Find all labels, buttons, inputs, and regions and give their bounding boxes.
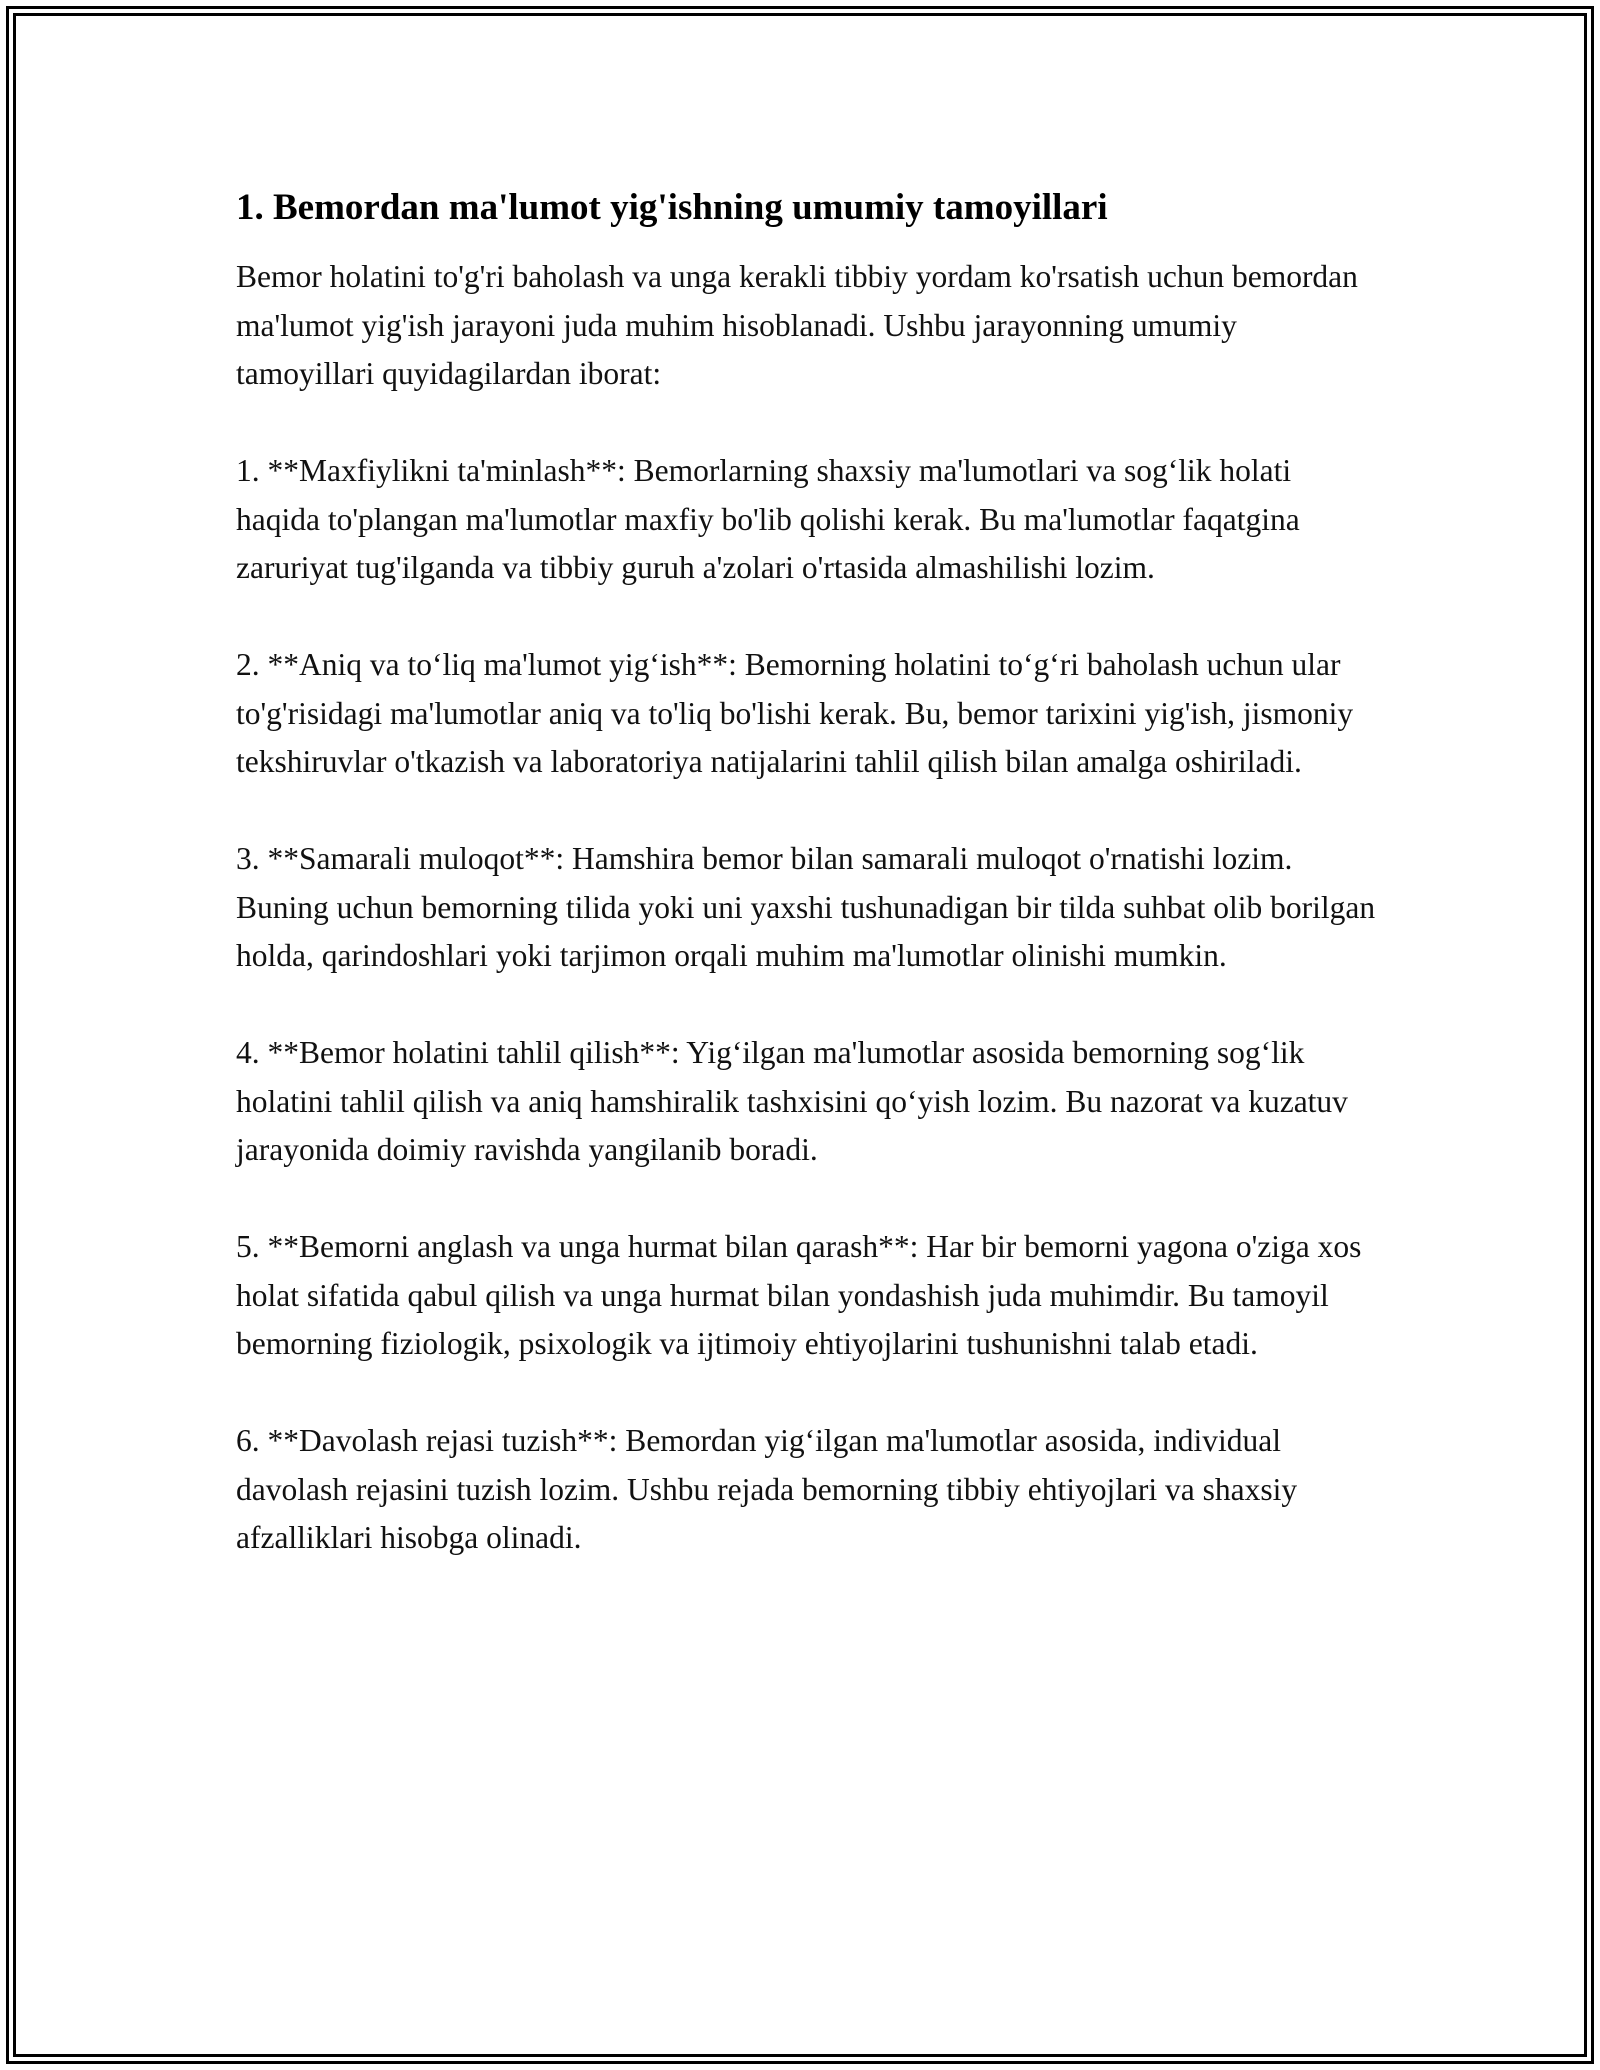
principle-communication: 3. **Samarali muloqot**: Hamshira bemor bilan samarali muloqot o'rnatishi lozim. Buning uchun bemorning tilida yoki uni yaxshi tushunadigan bir tilda suhbat olib borilgan holda, qarindoshlari yoki tarjimon orqali muhim ma'lumotlar olinishi mumkin. <box>236 841 1376 973</box>
principle-confidentiality: 1. **Maxfiylikni ta'minlash**: Bemorlarning shaxsiy ma'lumotlari va sog‘lik holati haqida to'plangan ma'lumotlar maxfiy bo'lib qolishi kerak. Bu ma'lumotlar faqatgina zaruriyat tug'ilganda va tibbiy guruh a'zolari o'rtasida almashilishi lozim. <box>236 453 1300 585</box>
section-heading: 1. Bemordan ma'lumot yig'ishning umumiy tamoyillari <box>236 187 1108 228</box>
principle-accurate-data: 2. **Aniq va to‘liq ma'lumot yig‘ish**: Bemorning holatini to‘g‘ri baholash uchun ular to'g'risidagi ma'lumotlar aniq va to'liq bo'lishi kerak. Bu, bemor tarixini yig'ish, jismoniy tekshiruvlar o'tkazish va laboratoriya natijalarini tahlil qilish bilan amalga oshiriladi. <box>236 647 1354 779</box>
principle-respect: 5. **Bemorni anglash va unga hurmat bilan qarash**: Har bir bemorni yagona o'ziga xos holat sifatida qabul qilish va unga hurmat bilan yondashish juda muhimdir. Bu tamoyil bemorning fiziologik, psixologik va ijtimoiy ehtiyojlarini tushunishni talab etadi. <box>236 1229 1362 1361</box>
principle-treatment-plan: 6. **Davolash rejasi tuzish**: Bemordan yig‘ilgan ma'lumotlar asosida, individual davolash rejasini tuzish lozim. Ushbu rejada bemorning tibbiy ehtiyojlari va shaxsiy afzalliklari hisobga olinadi. <box>236 1423 1298 1555</box>
document-body <box>236 185 1376 1611</box>
intro-paragraph: Bemor holatini to'g'ri baholash va unga kerakli tibbiy yordam ko'rsatish uchun bemordan ma'lumot yig'ish jarayoni juda muhim hisoblanadi. Ushbu jarayonning umumiy tamoyillari quyidagilardan iborat: <box>236 259 1358 391</box>
principle-analysis: 4. **Bemor holatini tahlil qilish**: Yig‘ilgan ma'lumotlar asosida bemorning sog‘lik holatini tahlil qilish va aniq hamshiralik tashxisini qo‘yish lozim. Bu nazorat va kuzatuv jarayonida doimiy ravishda yangilanib boradi. <box>236 1035 1348 1167</box>
